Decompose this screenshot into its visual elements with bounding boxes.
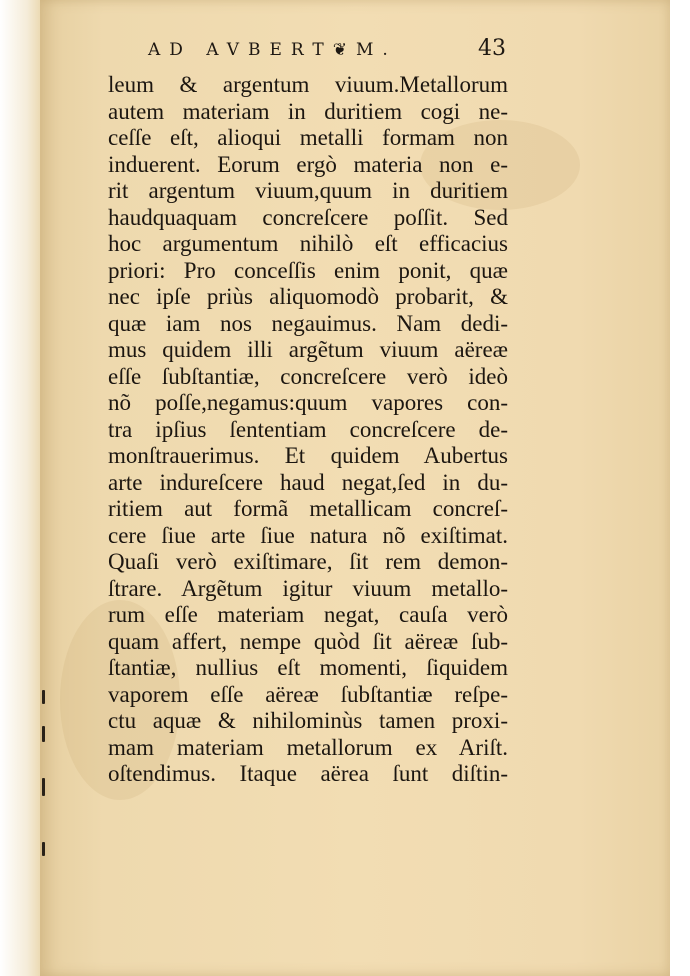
text-line: arte indureſcere haud negat,ſed in du- <box>108 469 508 495</box>
text-line: monſtrauerimus. Et quidem Aubertus <box>108 443 508 468</box>
text-line: rum eſſe materiam negat, cauſa verò <box>108 602 508 627</box>
text-line: leum & argentum viuum.Metallorum <box>108 72 508 97</box>
text-line: quæ iam nos negauimus. Nam dedi- <box>108 310 508 336</box>
text-line: priori: Pro conceſſis enim ponit, quæ <box>108 257 508 283</box>
text-line: vaporem eſſe aëreæ ſubſtantiæ reſpe- <box>108 681 508 707</box>
body-text <box>108 72 508 788</box>
text-line: autem materiam in duritiem cogi ne- <box>108 98 508 124</box>
page-gutter <box>0 0 45 976</box>
margin-mark <box>42 690 45 704</box>
text-line: ſtrare. Argẽtum igitur viuum metallo- <box>108 575 508 601</box>
text-line: nec ipſe priùs aliquomodò probarit, & <box>108 284 508 309</box>
text-line: tra ipſius ſententiam concreſcere de- <box>108 416 508 442</box>
text-line: haudquaquam concreſcere poſſit. Sed <box>108 204 508 230</box>
text-line: rit argentum viuum,quum in duritiem <box>108 178 508 203</box>
text-line: cere ſiue arte ſiue natura nõ exiſtimat. <box>108 522 508 548</box>
running-head: AD AVBERT❦M. <box>148 40 397 60</box>
text-line: ſtantiæ, nullius eſt momenti, ſiquidem <box>108 655 508 680</box>
text-line: mus quidem illi argẽtum viuum aëreæ <box>108 337 508 362</box>
text-line: mam materiam metallorum ex Ariſt. <box>108 734 508 760</box>
text-line: induerent. Eorum ergò materia non e- <box>108 151 508 177</box>
text-line: eſſe ſubſtantiæ, concreſcere verò ideò <box>108 363 508 389</box>
text-line: Quaſi verò exiſtimare, ſit rem demon- <box>108 549 508 574</box>
text-line: quam affert, nempe quòd ſit aëreæ ſub- <box>108 628 508 654</box>
text-line: ctu aquæ & nihilominùs tamen proxi- <box>108 708 508 733</box>
margin-mark <box>42 842 45 856</box>
text-line: hoc argumentum nihilò eſt efficacius <box>108 231 508 256</box>
margin-mark <box>42 778 45 796</box>
text-line: ritiem aut formã metallicam concreſ- <box>108 496 508 521</box>
text-line: oſtendimus. Itaque aërea ſunt diſtin- <box>108 761 508 786</box>
text-line: nõ poſſe,negamus:quum vapores con- <box>108 390 508 415</box>
page-number: 43 <box>478 36 506 61</box>
text-line: ceſſe eſt, alioqui metalli formam non <box>108 125 508 150</box>
margin-mark <box>42 726 45 742</box>
